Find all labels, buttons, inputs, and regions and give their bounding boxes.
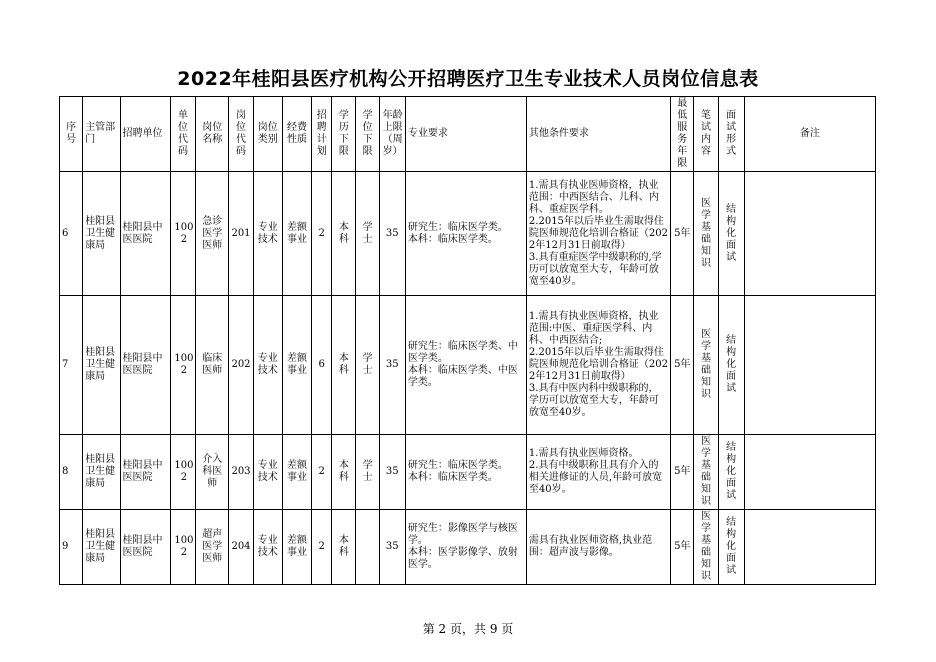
cell-unit: 桂阳县中医医院	[120, 172, 170, 296]
header-post-code: 岗位代码	[229, 97, 253, 172]
cell-service: 5年	[671, 172, 694, 296]
cell-major: 研究生：临床医学类、中医学类。 本科：临床医学类、中医学类。	[405, 296, 526, 435]
cell-service: 5年	[671, 435, 694, 510]
table-row	[60, 296, 876, 435]
cell-service: 5年	[671, 510, 694, 585]
cell-unit-code: 1002	[170, 510, 195, 585]
cell-unit-code: 1002	[170, 435, 195, 510]
header-service: 最低服务年限	[671, 97, 694, 172]
header-plan: 招聘计划	[312, 97, 332, 172]
cell-interview: 结构化面试	[718, 296, 744, 435]
cell-post-name: 急诊医学医师	[196, 172, 229, 296]
cell-seq: 6	[60, 172, 83, 296]
cell-post-type: 专业技术	[253, 510, 282, 585]
cell-major: 研究生：临床医学类。 本科：临床医学类。	[405, 435, 526, 510]
cell-seq: 7	[60, 296, 83, 435]
cell-written: 医学基础知识	[694, 172, 718, 296]
cell-written: 医学基础知识	[694, 435, 718, 510]
cell-post-type: 专业技术	[253, 172, 282, 296]
header-funding: 经费性质	[282, 97, 311, 172]
cell-age: 35	[379, 296, 405, 435]
cell-degree: 学士	[356, 435, 379, 510]
cell-degree: 学士	[356, 296, 379, 435]
cell-edu: 本科	[332, 296, 356, 435]
cell-plan: 2	[312, 172, 332, 296]
cell-unit: 桂阳县中医医院	[120, 296, 170, 435]
cell-edu: 本科	[332, 510, 356, 585]
cell-age: 35	[379, 435, 405, 510]
page-footer: 第 2 页，共 9 页	[422, 622, 514, 636]
cell-other: 1.需具有执业医师资格，执业范围:中医、重症医学科、内科、中西医结合; 2.2015年以后毕业生需取得住院医师规范化培训合格证（2022年12月31日前取得） 3.具有中医内科中级职称的，学历可以放宽至大专，年龄可放宽至40岁。	[526, 296, 670, 435]
header-written: 笔试内容	[694, 97, 718, 172]
cell-remark	[744, 172, 875, 296]
cell-unit-code: 1002	[170, 172, 195, 296]
cell-unit-code: 1002	[170, 296, 195, 435]
cell-post-name: 超声医学医师	[196, 510, 229, 585]
cell-plan: 2	[312, 435, 332, 510]
cell-remark	[744, 435, 875, 510]
cell-funding: 差额事业	[282, 510, 311, 585]
cell-plan: 6	[312, 296, 332, 435]
table-row	[60, 435, 876, 510]
cell-dept: 桂阳县卫生健康局	[83, 510, 120, 585]
cell-other: 1.需具有执业医师资格。 2.具有中级职称且具有介入的相关进修证的人员,年龄可放宽至40岁。	[526, 435, 670, 510]
cell-post-name: 临床医师	[196, 296, 229, 435]
cell-age: 35	[379, 172, 405, 296]
cell-post-type: 专业技术	[253, 296, 282, 435]
cell-interview: 结构化面试	[718, 435, 744, 510]
cell-interview: 结构化面试	[718, 172, 744, 296]
cell-funding: 差额事业	[282, 172, 311, 296]
cell-remark	[744, 510, 875, 585]
page-title: 2022年桂阳县医疗机构公开招聘医疗卫生专业技术人员岗位信息表	[177, 68, 759, 90]
cell-major: 研究生：临床医学类。 本科：临床医学类。	[405, 172, 526, 296]
header-remark: 备注	[744, 97, 875, 172]
header-dept: 主管部门	[83, 97, 120, 172]
cell-post-code: 204	[229, 510, 253, 585]
cell-major: 研究生：影像医学与核医学。 本科：医学影像学、放射医学。	[405, 510, 526, 585]
cell-unit: 桂阳县中医医院	[120, 510, 170, 585]
cell-degree	[356, 510, 379, 585]
header-seq: 序号	[60, 97, 83, 172]
header-post-name: 岗位名称	[196, 97, 229, 172]
header-row	[60, 97, 876, 172]
cell-post-code: 202	[229, 296, 253, 435]
cell-funding: 差额事业	[282, 296, 311, 435]
cell-funding: 差额事业	[282, 435, 311, 510]
positions-table	[59, 96, 876, 585]
cell-written: 医学基础知识	[694, 510, 718, 585]
cell-seq: 8	[60, 435, 83, 510]
table-row	[60, 510, 876, 585]
header-degree: 学位下限	[356, 97, 379, 172]
header-edu: 学历下限	[332, 97, 356, 172]
header-post-type: 岗位类别	[253, 97, 282, 172]
cell-edu: 本科	[332, 172, 356, 296]
cell-post-code: 201	[229, 172, 253, 296]
header-interview: 面试形式	[718, 97, 744, 172]
cell-service: 5年	[671, 296, 694, 435]
table-row	[60, 172, 876, 296]
cell-dept: 桂阳县卫生健康局	[83, 435, 120, 510]
cell-other: 需具有执业医师资格,执业范围：超声波与影像。	[526, 510, 670, 585]
cell-remark	[744, 296, 875, 435]
cell-post-name: 介入科医师	[196, 435, 229, 510]
header-other: 其他条件要求	[526, 97, 670, 172]
header-unit: 招聘单位	[120, 97, 170, 172]
cell-post-code: 203	[229, 435, 253, 510]
cell-plan: 2	[312, 510, 332, 585]
cell-written: 医学基础知识	[694, 296, 718, 435]
cell-interview: 结构化面试	[718, 510, 744, 585]
header-major: 专业要求	[405, 97, 526, 172]
cell-seq: 9	[60, 510, 83, 585]
cell-unit: 桂阳县中医医院	[120, 435, 170, 510]
header-age: 年龄上限（周岁）	[379, 97, 405, 172]
cell-edu: 本科	[332, 435, 356, 510]
cell-dept: 桂阳县卫生健康局	[83, 172, 120, 296]
cell-degree: 学士	[356, 172, 379, 296]
cell-age: 35	[379, 510, 405, 585]
cell-other: 1.需具有执业医师资格，执业范围：中西医结合、儿科、内科、重症医学科。 2.2015年以后毕业生需取得住院医师规范化培训合格证（2022年12月31日前取得） 3.具有重症医学中级职称的,学历可以放宽至大专，年龄可放宽至40岁。	[526, 172, 670, 296]
cell-post-type: 专业技术	[253, 435, 282, 510]
header-unit-code: 单位代码	[170, 97, 195, 172]
cell-dept: 桂阳县卫生健康局	[83, 296, 120, 435]
